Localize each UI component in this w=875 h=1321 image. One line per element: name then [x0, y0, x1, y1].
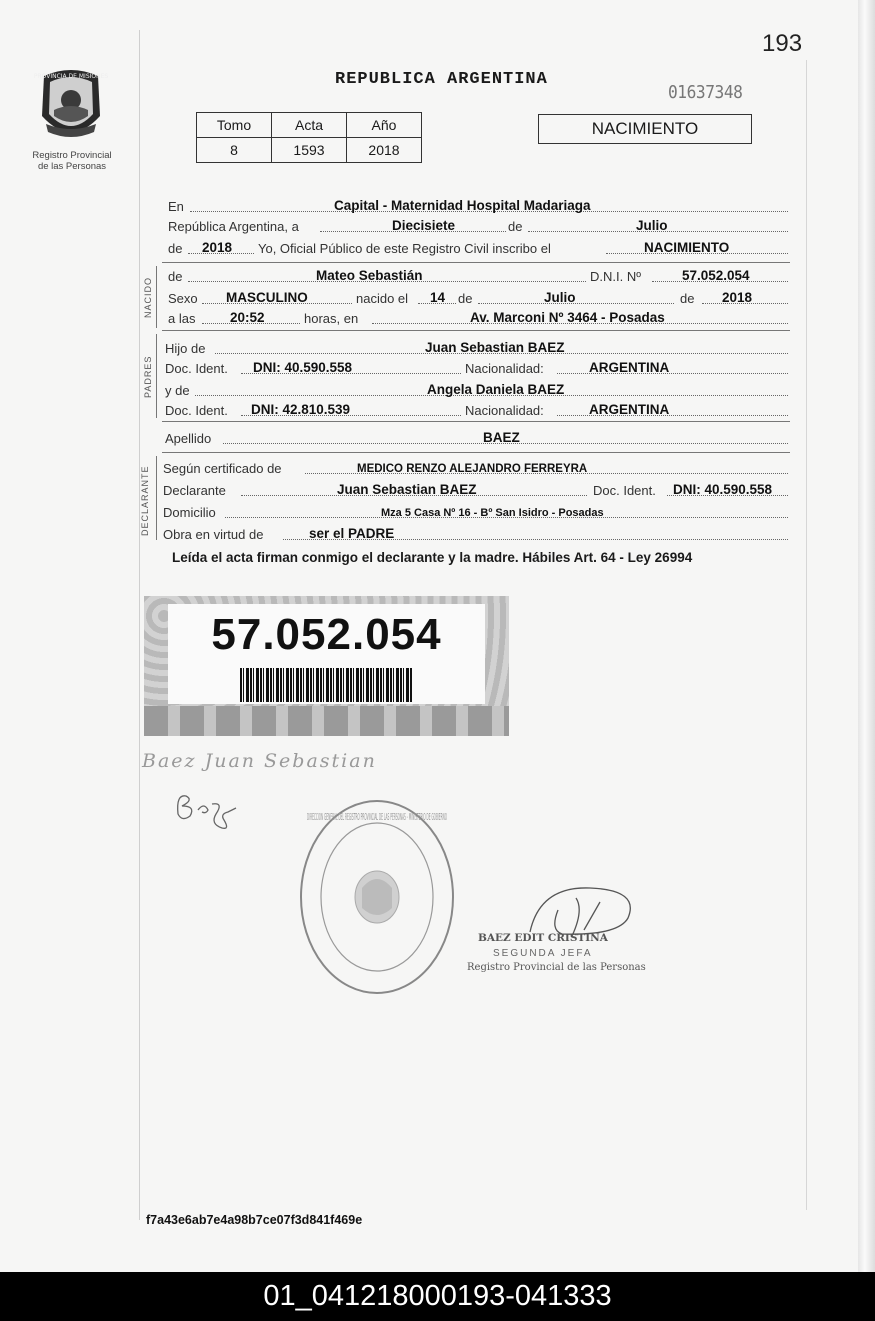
line-father: [165, 338, 788, 358]
value-month: Julio: [636, 218, 668, 233]
page-number: 193: [762, 30, 803, 57]
official-office: Registro Provincial de las Personas: [467, 962, 646, 973]
sticker-number: 57.052.054: [211, 610, 442, 659]
section-bracket: [156, 456, 157, 540]
label-hijo-de: Hijo de: [165, 341, 206, 356]
label-nacionalidad2: Nacionalidad:: [465, 403, 544, 418]
value-birth-day: 14: [430, 290, 446, 305]
label-domicilio: Domicilio: [163, 505, 216, 520]
value-surname: BAEZ: [483, 430, 520, 445]
misiones-crest-icon: [33, 66, 109, 148]
label-doc-ident2: Doc. Ident.: [165, 403, 228, 418]
value-day: Diecisiete: [392, 218, 456, 233]
label-declarante: Declarante: [163, 483, 226, 498]
label-republica: República Argentina, a: [168, 219, 299, 234]
sticker-band: [144, 706, 509, 736]
official-seal-icon: [298, 798, 456, 996]
line-time: [168, 308, 788, 328]
value-mother-doc: DNI: 42.810.539: [251, 402, 351, 417]
line-year: [168, 238, 788, 258]
label-segun: Según certificado de: [163, 461, 282, 476]
value-father-doc: DNI: 40.590.558: [253, 360, 353, 375]
label-de2: de: [458, 291, 473, 306]
label-nacionalidad: Nacionalidad:: [465, 361, 544, 376]
label-y-de: y de: [165, 383, 190, 398]
value-child-dni: 57.052.054: [682, 268, 750, 283]
register-header-tomo: Tomo: [197, 113, 272, 138]
register-value-ano: 2018: [347, 138, 422, 163]
serial-number: 01637348: [668, 82, 743, 103]
value-mother-name: Angela Daniela BAEZ: [427, 382, 565, 397]
value-capacity: ser el PADRE: [309, 526, 395, 541]
margin-line-right: [806, 60, 807, 1210]
closing-note: Leída el acta firman conmigo el declarante y la madre. Hábiles Art. 64 - Ley 26994: [172, 550, 693, 565]
footer-filename: 01_041218000193-041333: [0, 1272, 875, 1321]
line-surname: [165, 428, 788, 448]
handwritten-signature: [170, 784, 250, 836]
register-header-acta: Acta: [272, 113, 347, 138]
register-header-ano: Año: [347, 113, 422, 138]
label-en: En: [168, 199, 184, 214]
value-declarant: Juan Sebastian BAEZ: [337, 482, 477, 497]
value-birth-time: 20:52: [230, 310, 265, 325]
document-hash: f7a43e6ab7e4a98b7ce07f3d841f469e: [146, 1213, 363, 1227]
value-declarant-doc: DNI: 40.590.558: [673, 482, 773, 497]
value-act: NACIMIENTO: [644, 240, 730, 255]
label-de: de: [508, 219, 523, 234]
label-horas-en: horas, en: [304, 311, 359, 326]
section-bracket: [156, 334, 157, 418]
barcode-icon: [240, 668, 412, 702]
official-role: SEGUNDA JEFA: [493, 948, 593, 959]
crest-caption-line: de las Personas: [37, 161, 107, 172]
line-address: [163, 502, 788, 522]
value-place: Capital - Maternidad Hospital Madariaga: [334, 198, 591, 213]
line-date: [168, 216, 788, 236]
act-type-box: NACIMIENTO: [538, 114, 752, 144]
line-declarant: [163, 480, 788, 500]
label-a-las: a las: [168, 311, 196, 326]
line-capacity: [163, 524, 788, 544]
register-value-acta: 1593: [272, 138, 347, 163]
value-father-name: Juan Sebastian BAEZ: [425, 340, 565, 355]
section-divider: [162, 262, 790, 263]
dotted-fill: [478, 303, 674, 304]
label-doc-ident3: Doc. Ident.: [593, 483, 656, 498]
label-yo: Yo, Oficial Público de este Registro Civil inscribo el: [258, 241, 551, 256]
value-father-nationality: ARGENTINA: [589, 360, 670, 375]
section-divider: [162, 330, 790, 331]
id-sticker: [144, 596, 509, 736]
register-value-tomo: 8: [197, 138, 272, 163]
official-name: BAEZ EDIT CRISTINA: [478, 932, 608, 944]
value-birth-month: Julio: [544, 290, 576, 305]
label-nacido-el: nacido el: [356, 291, 409, 306]
line-certificate: [163, 458, 788, 478]
value-sex: MASCULINO: [226, 290, 308, 305]
label-sexo: Sexo: [168, 291, 198, 306]
line-birth: [168, 288, 788, 308]
page-edge: [858, 0, 875, 1272]
label-dni: D.N.I. Nº: [590, 269, 641, 284]
document-title: REPUBLICA ARGENTINA: [335, 70, 548, 89]
line-place: [168, 196, 788, 216]
label-de-name: de: [168, 269, 183, 284]
line-child: [168, 266, 788, 286]
line-mother-doc: [165, 400, 788, 420]
value-birth-year: 2018: [722, 290, 753, 305]
register-table: [196, 112, 422, 163]
side-label-declarante: DECLARANTE: [140, 465, 150, 536]
crest-text: PROVINCIA DE MISIONES: [33, 73, 109, 80]
crest-caption: [22, 150, 122, 172]
label-obra: Obra en virtud de: [163, 527, 264, 542]
label-de3: de: [680, 291, 695, 306]
value-birth-place: Av. Marconi Nº 3464 - Posadas: [470, 310, 665, 325]
handwritten-name: Baez Juan Sebastian: [142, 750, 377, 772]
value-address: Mza 5 Casa Nº 16 - Bº San Isidro - Posadas: [381, 507, 604, 519]
value-year: 2018: [202, 240, 233, 255]
section-divider: [162, 452, 790, 453]
section-bracket: [156, 266, 157, 328]
value-mother-nationality: ARGENTINA: [589, 402, 670, 417]
crest-caption-line: Registro Provincial: [32, 150, 112, 161]
side-label-nacido: NACIDO: [143, 276, 153, 318]
line-father-doc: [165, 358, 788, 378]
label-doc-ident: Doc. Ident.: [165, 361, 228, 376]
margin-line: [139, 30, 140, 1220]
section-divider: [162, 421, 790, 422]
label-apellido: Apellido: [165, 431, 212, 446]
label-de-year: de: [168, 241, 183, 256]
value-child-name: Mateo Sebastián: [316, 268, 423, 283]
sticker-inner: [168, 604, 485, 704]
seal-text: DIRECCION GENERAL DEL REGISTRO PROVINCIAL DE LAS PERSONAS - MINISTERIO DE GOBIERNO: [307, 812, 448, 823]
value-certificate: MEDICO RENZO ALEJANDRO FERREYRA: [357, 463, 588, 475]
side-label-padres: PADRES: [143, 355, 153, 398]
line-mother: [165, 380, 788, 400]
